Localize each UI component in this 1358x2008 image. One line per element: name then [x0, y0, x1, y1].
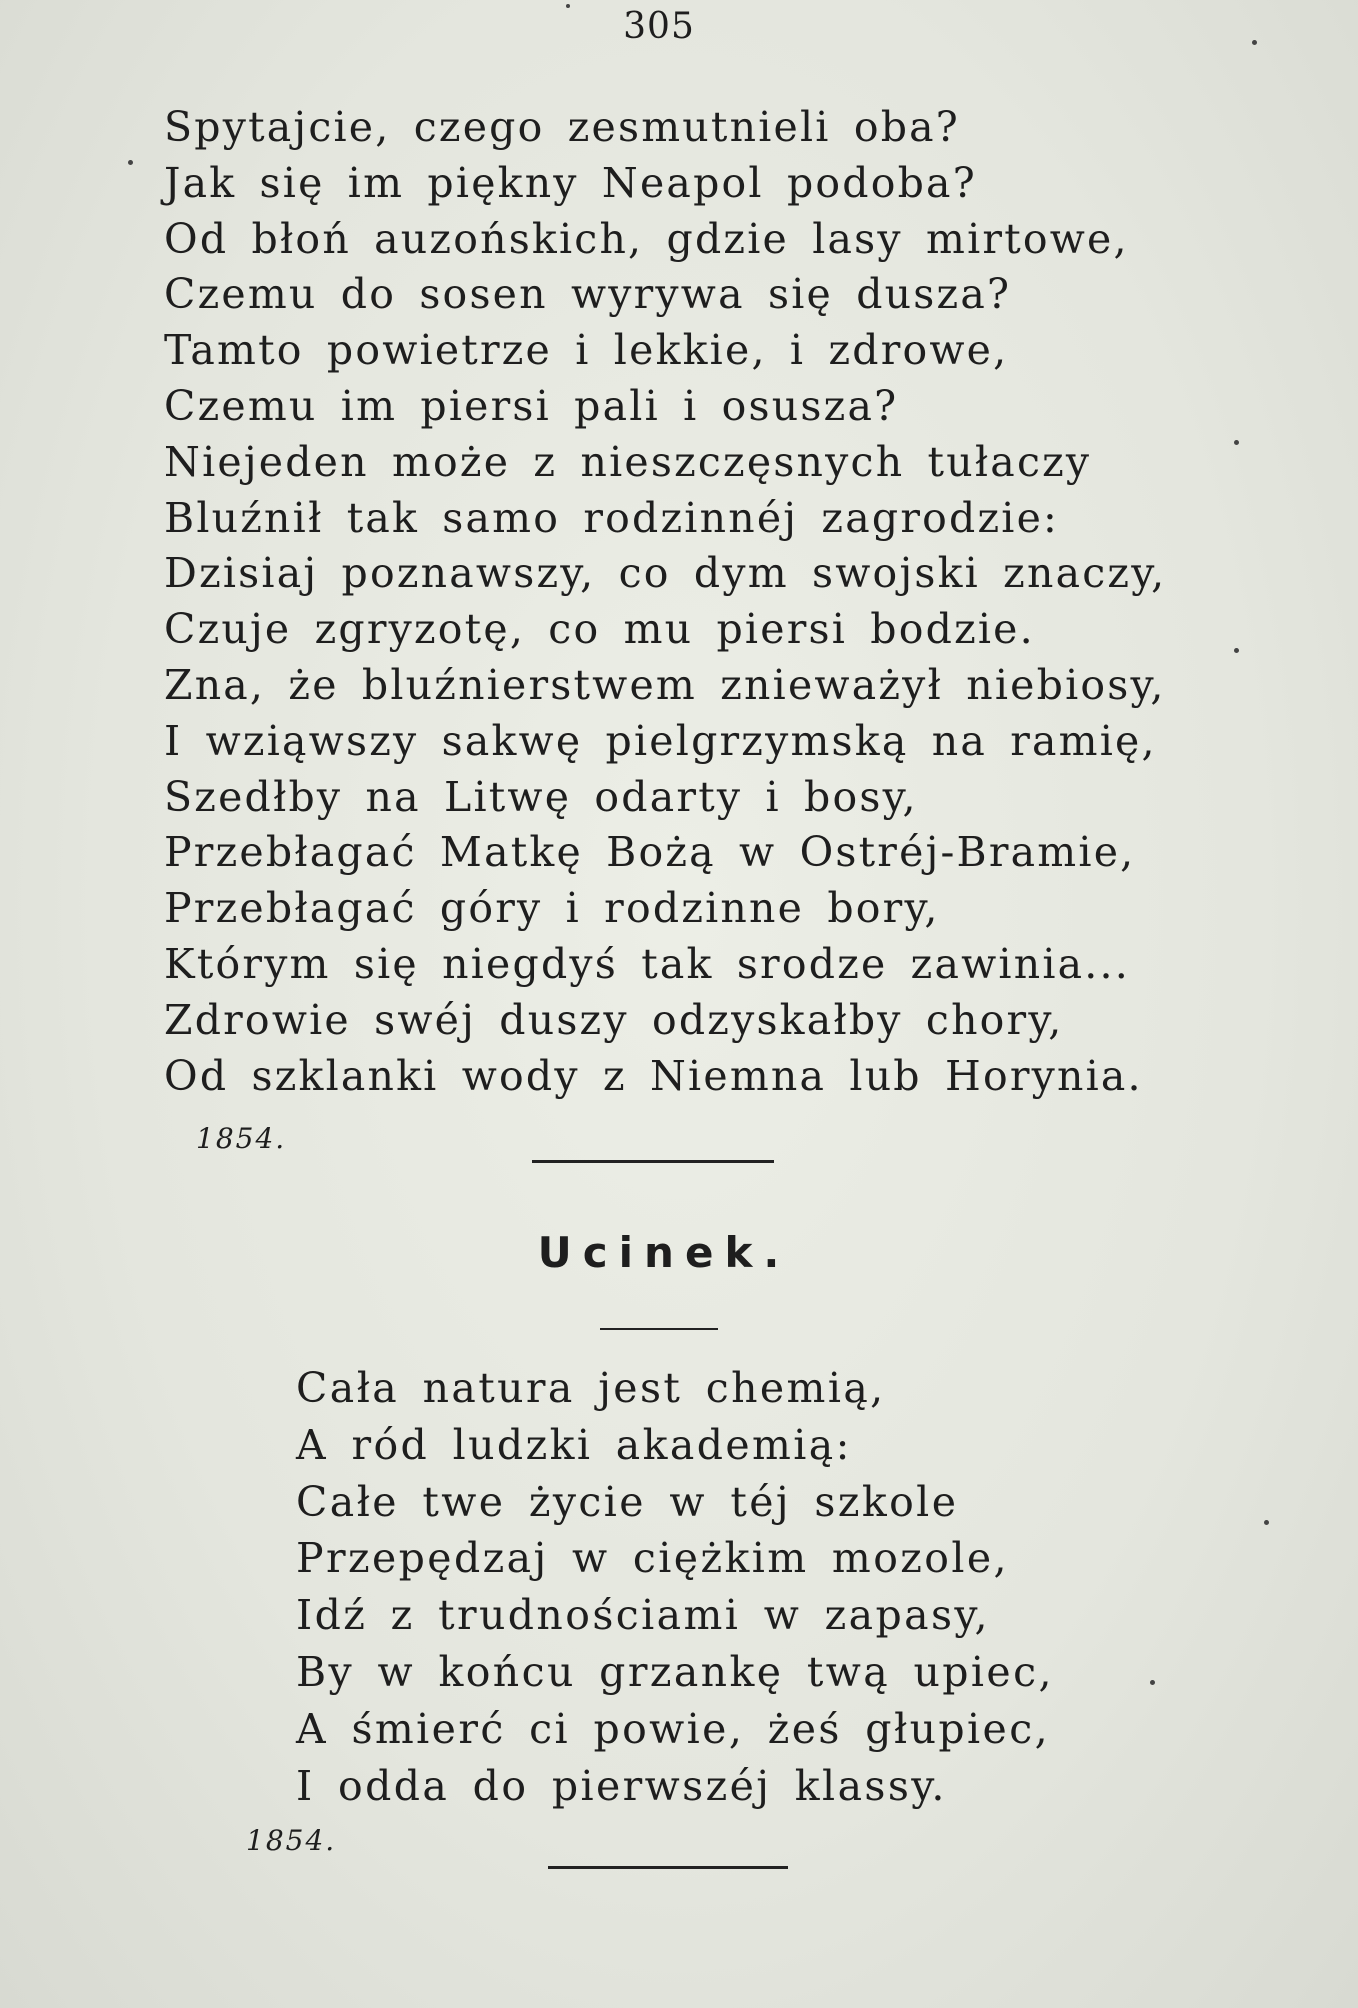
paper-speck [1150, 1680, 1155, 1685]
verse-line: Czemu do sosen wyrywa się dusza? [164, 270, 1012, 319]
title-underline [600, 1328, 718, 1330]
verse-line: Spytajcie, czego zesmutnieli oba? [164, 103, 960, 151]
verse-line: Tamto powietrze i lekkie, i zdrowe, [164, 326, 1009, 375]
paper-speck [128, 160, 133, 165]
verse-line: A śmierć ci powie, żeś głupiec, [296, 1704, 1051, 1753]
section-divider [532, 1160, 774, 1163]
poem-1-date: 1854. [196, 1122, 287, 1155]
paper-speck [566, 4, 570, 8]
verse-line: Przebłagać Matkę Bożą w Ostréj-Bramie, [164, 828, 1136, 877]
poem-2-title: Ucinek. [537, 1228, 791, 1277]
page-number: 305 [623, 6, 695, 47]
verse-line: Przebłagać góry i rodzinne bory, [164, 884, 940, 933]
verse-line: By w końcu grzankę twą upiec, [296, 1647, 1054, 1696]
paper-speck [1252, 40, 1257, 45]
paper-speck [1264, 1520, 1269, 1525]
paper-speck [1234, 648, 1239, 653]
paper-speck [1234, 440, 1239, 445]
verse-line: Zdrowie swéj duszy odzyskałby chory, [164, 995, 1064, 1044]
poem-2-date: 1854. [246, 1824, 337, 1857]
verse-line: Całe twe życie w téj szkole [296, 1477, 959, 1526]
verse-line: Przepędzaj w ciężkim mozole, [296, 1534, 1009, 1583]
end-divider [548, 1866, 788, 1869]
verse-line: Czemu im piersi pali i osusza? [164, 381, 899, 430]
verse-line: I wziąwszy sakwę pielgrzymską na ramię, [164, 716, 1157, 765]
verse-line: A ród ludzki akademią: [296, 1420, 852, 1469]
verse-line: Od szklanki wody z Niemna lub Horynia. [164, 1051, 1143, 1100]
poem-1-stanza [164, 100, 1166, 1104]
verse-line: Dzisiaj poznawszy, co dym swojski znaczy, [164, 549, 1167, 598]
verse-line: Jak się im piękny Neapol podoba? [164, 158, 977, 207]
verse-line: Idź z trudnościami w zapasy, [296, 1591, 990, 1640]
verse-line: Którym się niegdyś tak srodze zawinia... [164, 939, 1130, 988]
verse-line: I odda do pierwszéj klassy. [296, 1761, 947, 1810]
verse-line: Szedłby na Litwę odarty i bosy, [164, 772, 918, 821]
verse-line: Cała natura jest chemią, [296, 1364, 886, 1412]
poem-2-stanza [296, 1360, 1054, 1814]
verse-line: Czuje zgryzotę, co mu piersi bodzie. [164, 605, 1035, 654]
verse-line: Od błoń auzońskich, gdzie lasy mirtowe, [164, 214, 1129, 263]
verse-line: Bluźnił tak samo rodzinnéj zagrodzie: [164, 493, 1060, 542]
verse-line: Zna, że bluźnierstwem znieważył niebiosy, [164, 660, 1166, 709]
verse-line: Niejeden może z nieszczęsnych tułaczy [164, 437, 1092, 486]
